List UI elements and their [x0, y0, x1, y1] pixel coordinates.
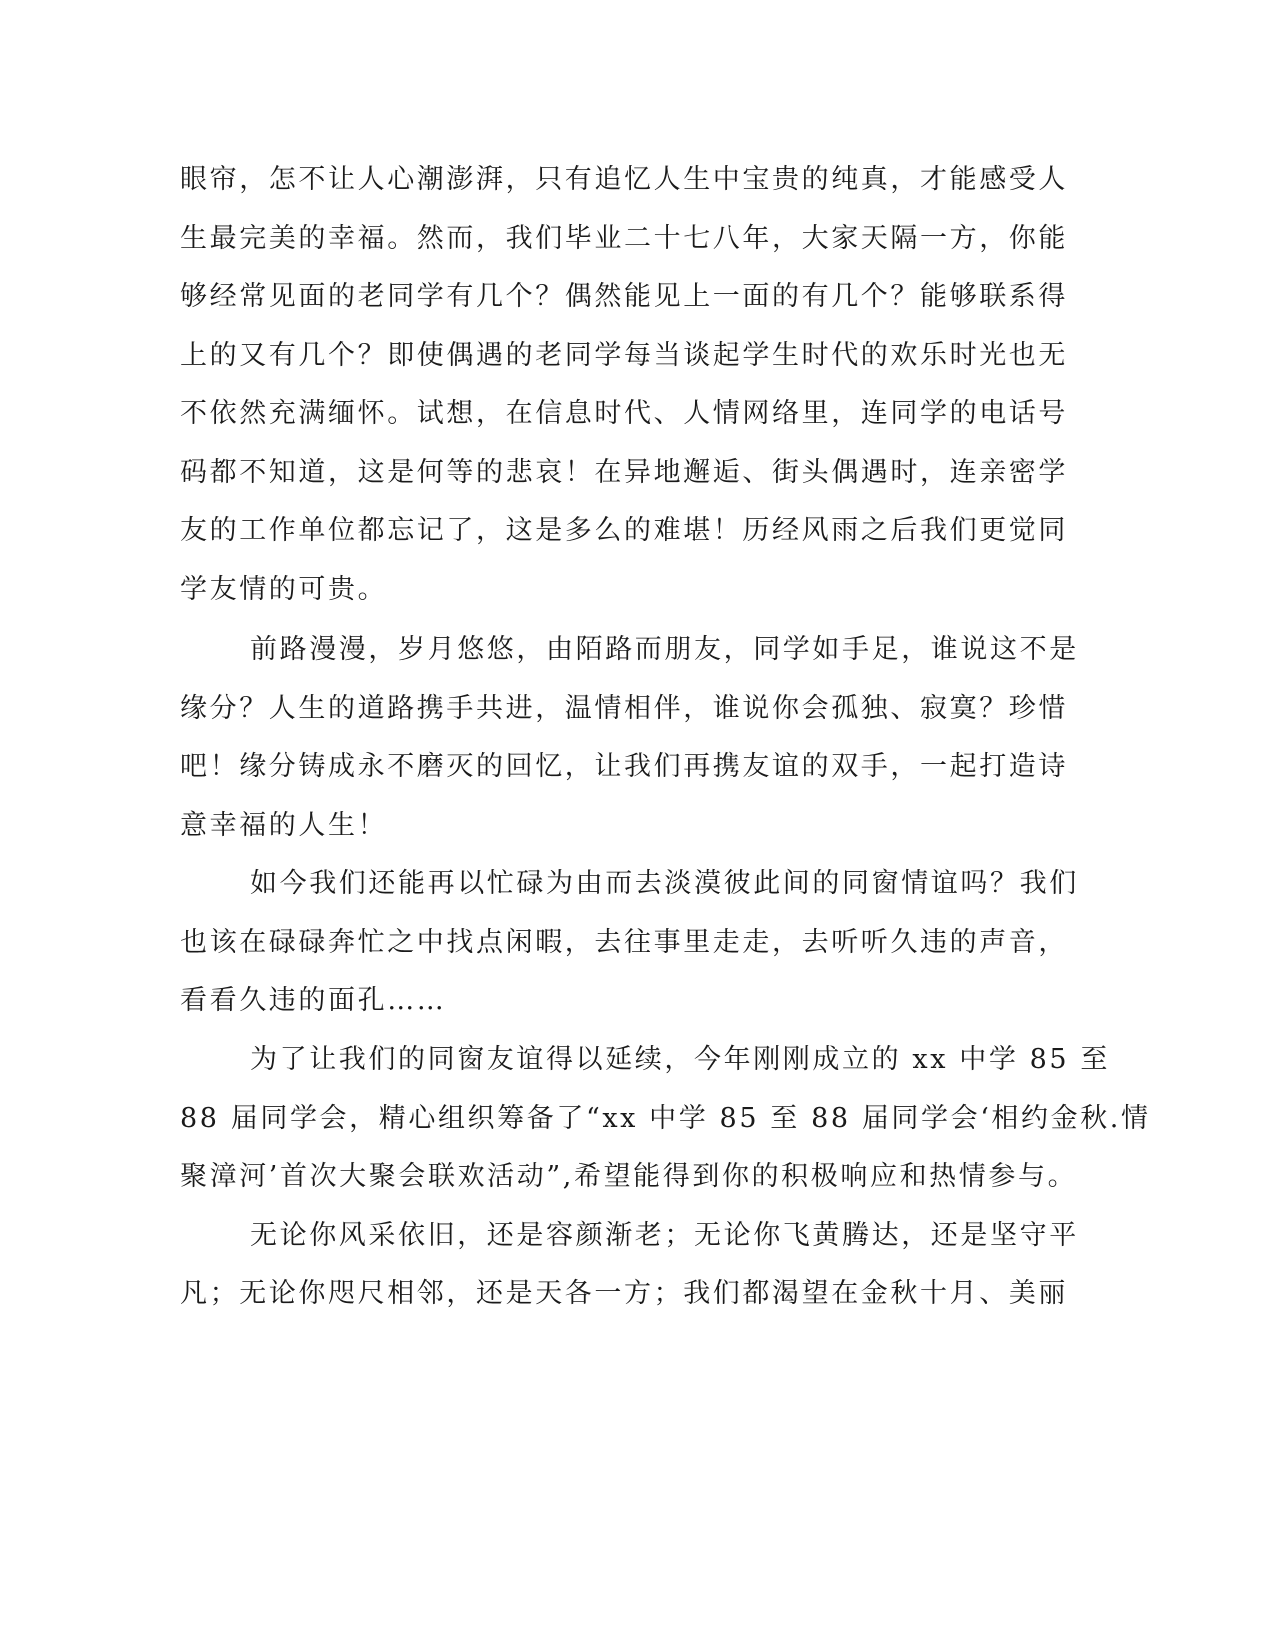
text-line: 缘分？人生的道路携手共进，温情相伴，谁说你会孤独、寂寞？珍惜 [180, 693, 1068, 724]
text-line: 为了让我们的同窗友谊得以延续，今年刚刚成立的 xx 中学 85 至 [250, 1044, 1110, 1075]
text-line: 吧！缘分铸成永不磨灭的回忆，让我们再携友谊的双手，一起打造诗 [180, 751, 1068, 782]
text-line: 也该在碌碌奔忙之中找点闲暇，去往事里走走，去听听久违的声音， [180, 927, 1068, 958]
text-line: 不依然充满缅怀。试想，在信息时代、人情网络里，连同学的电话号 [180, 398, 1068, 429]
text-line: 友的工作单位都忘记了，这是多么的难堪！历经风雨之后我们更觉同 [180, 515, 1068, 546]
text-line: 如今我们还能再以忙碌为由而去淡漠彼此间的同窗情谊吗？我们 [250, 868, 1079, 899]
text-line: 前路漫漫，岁月悠悠，由陌路而朋友，同学如手足，谁说这不是 [250, 634, 1079, 665]
text-line: 无论你风采依旧，还是容颜渐老；无论你飞黄腾达，还是坚守平 [250, 1220, 1079, 1251]
text-line: 眼帘，怎不让人心潮澎湃，只有追忆人生中宝贵的纯真，才能感受人 [180, 164, 1068, 195]
text-line: 凡；无论你咫尺相邻，还是天各一方；我们都渴望在金秋十月、美丽 [180, 1278, 1068, 1309]
text-line: 上的又有几个？即使偶遇的老同学每当谈起学生时代的欢乐时光也无 [180, 340, 1068, 371]
text-line: 生最完美的幸福。然而，我们毕业二十七八年，大家天隔一方，你能 [180, 223, 1068, 254]
text-line: 88 届同学会，精心组织筹备了“xx 中学 85 至 88 届同学会‘相约金秋.情 [180, 1103, 1151, 1134]
text-line: 意幸福的人生！ [180, 810, 388, 841]
text-line: 看看久违的面孔…… [180, 985, 447, 1016]
text-line: 学友情的可贵。 [180, 574, 388, 605]
text-line: 码都不知道，这是何等的悲哀！在异地邂逅、街头偶遇时，连亲密学 [180, 457, 1068, 488]
text-line: 够经常见面的老同学有几个？偶然能见上一面的有几个？能够联系得 [180, 281, 1068, 312]
text-line: 聚漳河’首次大聚会联欢活动”,希望能得到你的积极响应和热情参与。 [180, 1161, 1078, 1192]
